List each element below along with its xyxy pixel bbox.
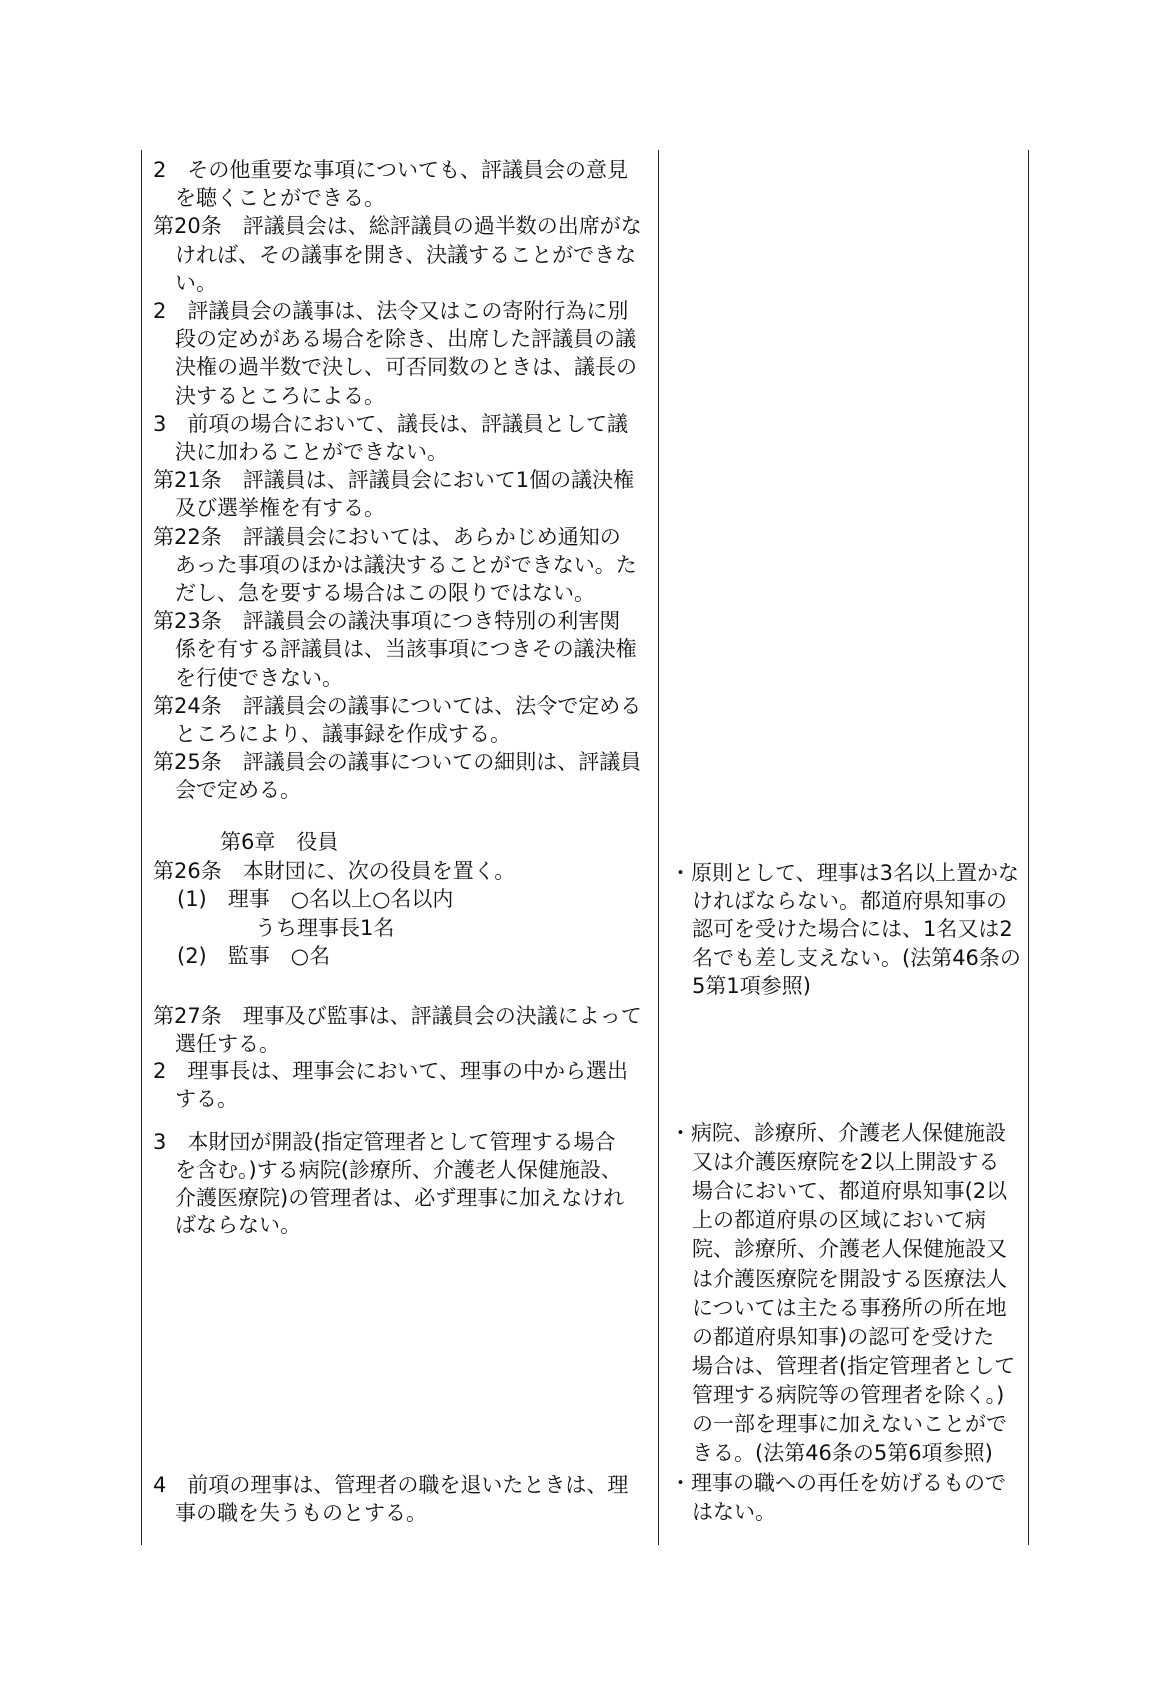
note-line-cont: 上の都道府県の区域において病: [692, 1208, 986, 1233]
article-line-cont: を含む。)する病院(診療所、介護老人保健施設、: [175, 1157, 622, 1182]
article-line-subitem: うち理事長1名: [255, 915, 395, 940]
article-line-head: 第24条 評議員会の議事については、法令で定める: [153, 693, 642, 718]
note-line-cont: 又は介護医療院を2以上開設する: [692, 1150, 1000, 1175]
article-line-head: 第25条 評議員会の議事についての細則は、評議員: [153, 750, 642, 775]
note-line-cont: 院、診療所、介護老人保健施設又: [692, 1237, 1007, 1262]
article-line-cont: 決権の過半数で決し、可否同数のときは、議長の: [175, 355, 637, 380]
note-line-cont: 場合は、管理者(指定管理者として: [692, 1353, 1016, 1378]
article-line-cont: ところにより、議事録を作成する。: [175, 722, 511, 746]
article-line-cont: 係を有する評議員は、当該事項につきその議決権: [175, 637, 637, 662]
article-line-cont: を聴くことができる。: [175, 186, 385, 211]
note-line-cont: は介護医療院を開設する医療法人: [692, 1266, 1007, 1291]
note-line-cont: 認可を受けた場合には、1名又は2: [692, 917, 1013, 942]
article-line-head: 第20条 評議員会は、総評議員の過半数の出席がな: [153, 214, 642, 239]
article-line-head: 4 前項の理事は、管理者の職を退いたときは、理: [153, 1473, 629, 1497]
note-line-cont: の一部を理事に加えないことがで: [692, 1412, 1007, 1436]
article-line-cont: 及び選挙権を有する。: [175, 496, 385, 521]
article-line-cont: だし、急を要する場合はこの限りではない。: [175, 581, 595, 605]
article-line-head: 2 理事長は、理事会において、理事の中から選出: [153, 1059, 628, 1083]
article-line-head: 第23条 評議員会の議決事項につき特別の利害関: [153, 609, 621, 634]
article-line-head: 第26条 本財団に、次の役員を置く。: [153, 858, 516, 883]
article-line-cont: する。: [175, 1086, 238, 1111]
note-line-cont: の都道府県知事)の認可を受けた: [692, 1324, 995, 1349]
article-line-cont: い。: [175, 270, 217, 295]
article-line-head: 3 本財団が開設(指定管理者として管理する場合: [153, 1130, 616, 1154]
note-line-bullet: ・原則として、理事は3名以上置かな: [670, 861, 1019, 885]
article-line-cont: 会で定める。: [175, 778, 301, 803]
article-line-cont: 選任する。: [175, 1031, 280, 1056]
article-line-cont: 介護医療院)の管理者は、必ず理事に加えなけれ: [175, 1185, 625, 1210]
article-line-cont: ければ、その議事を開き、決議することができな: [175, 242, 637, 267]
note-line-cont: 場合において、都道府県知事(2以: [692, 1179, 1008, 1204]
article-line-head: 第22条 評議員会においては、あらかじめ通知の: [153, 524, 621, 549]
article-line-cont: を行使できない。: [175, 665, 343, 690]
note-line-cont: 5第1項参照): [692, 973, 811, 998]
article-line-head: 2 その他重要な事項についても、評議員会の意見: [153, 158, 628, 182]
article-line-chapter: 第6章 役員: [220, 830, 339, 854]
note-line-cont: 管理する病院等の管理者を除く。): [692, 1382, 1005, 1407]
article-line-cont: 事の職を失うものとする。: [175, 1501, 427, 1525]
article-line-head: 2 評議員会の議事は、法令又はこの寄附行為に別: [153, 299, 629, 323]
note-line-bullet: ・病院、診療所、介護老人保健施設: [670, 1121, 1006, 1145]
table-border-left: [141, 150, 142, 1545]
note-line-bullet: ・理事の職への再任を妨げるもので: [670, 1471, 1006, 1495]
article-line-cont: 段の定めがある場合を除き、出席した評議員の議: [175, 327, 637, 352]
note-line-cont: 名でも差し支えない。(法第46条の: [692, 945, 1021, 970]
table-border-middle: [658, 150, 659, 1545]
article-line-head: 第27条 理事及び監事は、評議員会の決議によって: [153, 1004, 642, 1028]
table-border-right: [1028, 150, 1029, 1545]
article-line-cont: 決するところによる。: [175, 383, 385, 408]
article-line-cont: 決に加わることができない。: [175, 440, 448, 464]
article-line-head: 第21条 評議員は、評議員会において1個の議決権: [153, 468, 635, 493]
article-line-item: (2) 監事 ○名: [177, 944, 331, 969]
article-line-head: 3 前項の場合において、議長は、評議員として議: [153, 411, 628, 436]
article-line-cont: ばならない。: [175, 1213, 301, 1238]
article-line-item: (1) 理事 ○名以上○名以内: [177, 887, 454, 912]
note-line-cont: はない。: [692, 1499, 776, 1524]
note-line-cont: きる。(法第46条の5第6項参照): [692, 1441, 993, 1466]
note-line-cont: ければならない。都道府県知事の: [692, 889, 1007, 914]
note-line-cont: については主たる事務所の所在地: [692, 1295, 1007, 1320]
article-line-cont: あった事項のほかは議決することができない。た: [175, 552, 637, 577]
